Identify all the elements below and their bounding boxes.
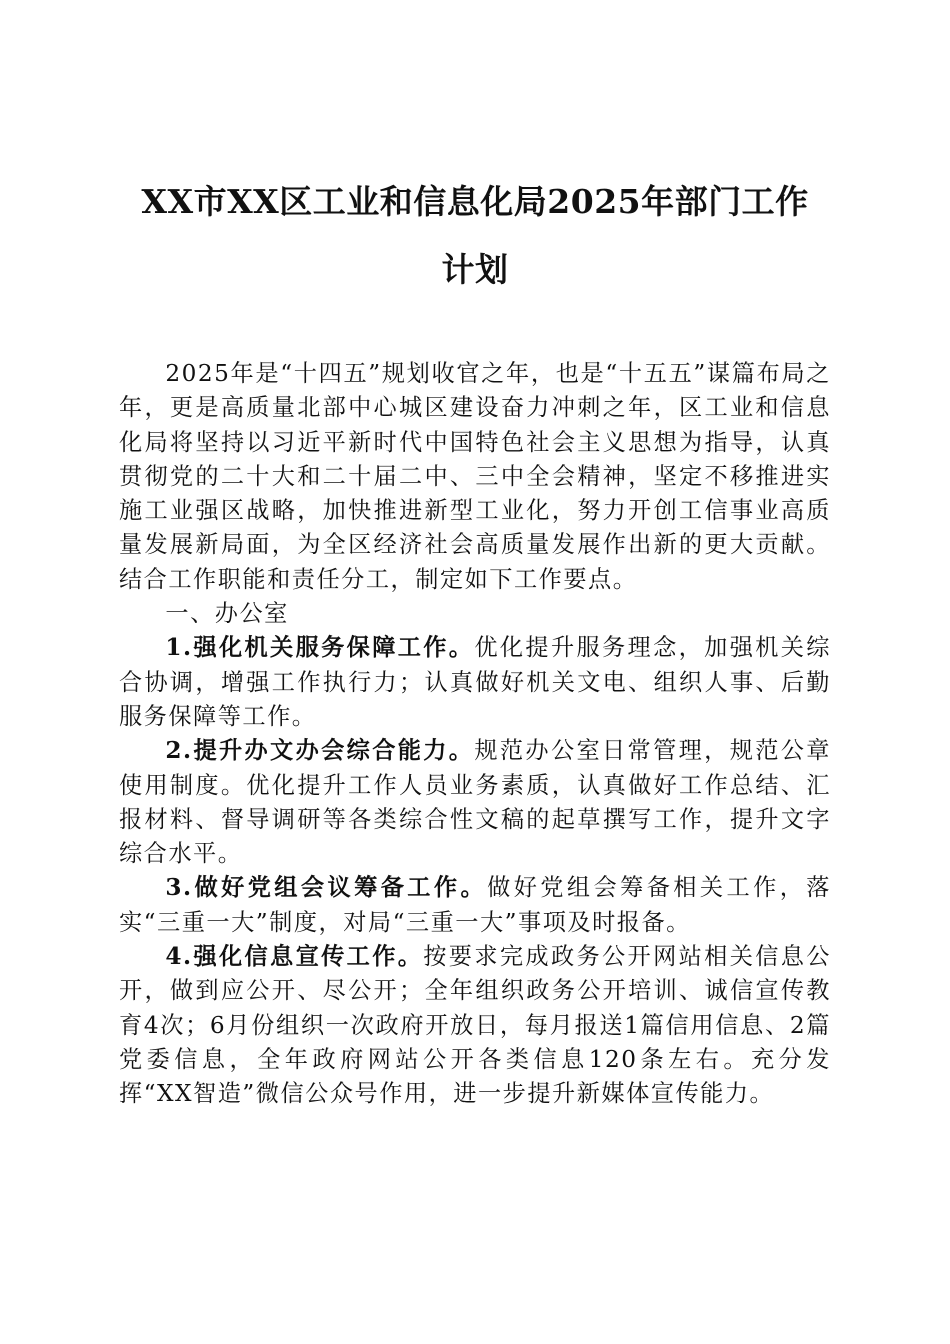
work-item-lead: 2.提升办文办会综合能力。: [165, 737, 475, 765]
work-item: [119, 734, 831, 871]
document-body: [119, 357, 831, 1112]
work-item: [119, 940, 831, 1111]
work-item: [119, 631, 831, 734]
title-line-2: 计划: [441, 250, 509, 289]
work-item-lead: 4.强化信息宣传工作。: [165, 943, 424, 971]
document-page: [119, 168, 831, 1112]
work-item-text: 优化提升服务理念，加强机关综合协调，增强工作执行力；认真做好机关文电、组织人事、后勤服务保障等工作。: [119, 634, 831, 730]
work-item: [119, 871, 831, 940]
intro-paragraph: 2025年是“十四五”规划收官之年，也是“十五五”谋篇布局之年，更是高质量北部中心城区建设奋力冲刺之年，区工业和信息化局将坚持以习近平新时代中国特色社会主义思想为指导，认真贯彻党的二十大和二十届二中、三中全会精神，坚定不移推进实施工业强区战略，加快推进新型工业化，努力开创工信事业高质量发展新局面，为全区经济社会高质量发展作出新的更大贡献。结合工作职能和责任分工，制定如下工作要点。: [119, 360, 831, 593]
work-item-text: 规范办公室日常管理，规范公章使用制度。优化提升工作人员业务素质，认真做好工作总结、汇报材料、督导调研等各类综合性文稿的起草撰写工作，提升文字综合水平。: [119, 737, 831, 868]
document-title: [119, 168, 831, 304]
work-item-lead: 3.做好党组会议筹备工作。: [165, 874, 488, 902]
section-heading-office: 一、办公室: [165, 600, 289, 628]
title-line-1: XX市XX区工业和信息化局2025年部门工作: [141, 182, 809, 221]
work-item-text: 做好党组会筹备相关工作，落实“三重一大”制度，对局“三重一大”事项及时报备。: [119, 874, 831, 936]
work-item-text: 按要求完成政务公开网站相关信息公开，做到应公开、尽公开；全年组织政务公开培训、诚信宣传教育4次；6月份组织一次政府开放日，每月报送1篇信用信息、2篇党委信息，全年政府网站公开各类信息120条左右。充分发挥“XX智造”微信公众号作用，进一步提升新媒体宣传能力。: [119, 943, 831, 1108]
work-item-lead: 1.强化机关服务保障工作。: [165, 634, 475, 662]
